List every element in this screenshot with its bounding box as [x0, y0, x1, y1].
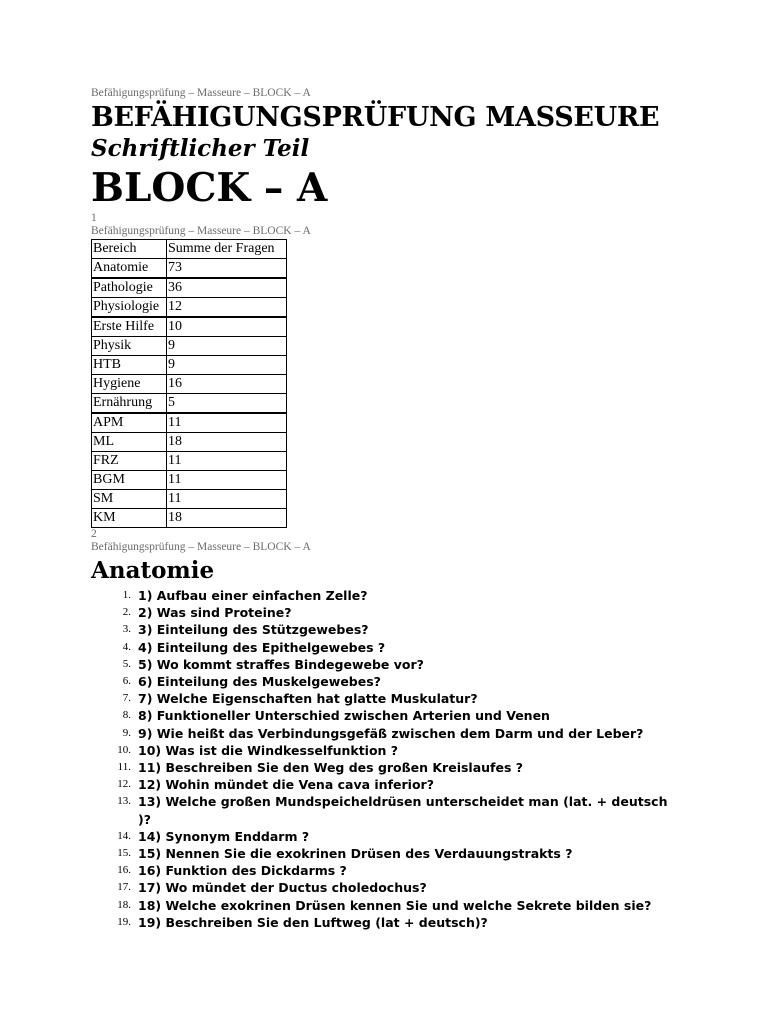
list-item	[91, 725, 691, 742]
question-text: 14) Synonym Enddarm ?	[138, 828, 310, 844]
list-item-number: 17.	[117, 881, 131, 894]
list-item-number: 2.	[122, 606, 131, 619]
table-cell-count: 11	[167, 490, 287, 509]
list-item-number: 13.	[117, 795, 131, 808]
list-item	[91, 862, 691, 879]
table-cell-count: 16	[167, 375, 287, 394]
table-cell-area: Anatomie	[92, 259, 167, 279]
list-item-number: 4.	[122, 640, 131, 653]
list-item	[91, 776, 691, 793]
table-cell-area: Ernährung	[92, 394, 167, 414]
table-cell-count: 9	[167, 337, 287, 356]
table-header-cell: Summe der Fragen	[167, 240, 287, 259]
list-item	[91, 690, 691, 707]
table-row	[92, 278, 287, 298]
question-text: 19) Beschreiben Sie den Luftweg (lat + deutsch)?	[138, 914, 488, 930]
table-row	[92, 490, 287, 509]
table-header-cell: Bereich	[92, 240, 167, 259]
table-row	[92, 433, 287, 452]
list-item-number: 3.	[122, 623, 131, 636]
table-cell-area: FRZ	[92, 452, 167, 471]
table-cell-count: 73	[167, 259, 287, 279]
question-text: 18) Welche exokrinen Drüsen kennen Sie und welche Sekrete bilden sie?	[138, 897, 652, 913]
table-cell-area: Pathologie	[92, 278, 167, 298]
list-item	[91, 639, 691, 656]
question-text: 5) Wo kommt straffes Bindegewebe vor?	[138, 656, 424, 672]
list-item-number: 11.	[117, 761, 131, 774]
list-item-number: 1.	[122, 589, 131, 601]
question-list	[91, 587, 691, 931]
list-item-number: 16.	[117, 864, 131, 877]
list-item-number: 14.	[117, 829, 131, 842]
question-text: 2) Was sind Proteine?	[138, 605, 292, 621]
table-cell-count: 9	[167, 356, 287, 375]
table-row	[92, 337, 287, 356]
table-cell-area: HTB	[92, 356, 167, 375]
table-cell-area: Erste Hilfe	[92, 317, 167, 337]
table-cell-area: KM	[92, 509, 167, 528]
table-row	[92, 356, 287, 375]
table-cell-count: 18	[167, 433, 287, 452]
list-item-number: 7.	[122, 692, 131, 705]
list-item	[91, 621, 691, 638]
list-item-number: 12.	[117, 778, 131, 791]
table-cell-area: SM	[92, 490, 167, 509]
list-item	[91, 793, 691, 827]
document-title: BEFÄHIGUNGSPRÜFUNG MASSEURE	[91, 102, 660, 133]
question-text: 6) Einteilung des Muskelgewebes?	[138, 674, 381, 690]
question-text: 16) Funktion des Dickdarms ?	[138, 863, 347, 879]
list-item-number: 9.	[122, 726, 131, 739]
running-header: Befähigungsprüfung – Masseure – BLOCK – A	[91, 225, 311, 237]
table-header-row	[92, 240, 287, 259]
running-header: Befähigungsprüfung – Masseure – BLOCK – A	[91, 541, 311, 553]
list-item-number: 8.	[122, 709, 131, 722]
block-heading: BLOCK – A	[91, 165, 328, 211]
table-cell-area: Physiologie	[92, 298, 167, 318]
table-row	[92, 259, 287, 279]
list-item-number: 5.	[122, 657, 131, 670]
table-cell-area: BGM	[92, 471, 167, 490]
table-row	[92, 471, 287, 490]
table-row	[92, 509, 287, 528]
document-subtitle: Schriftlicher Teil	[91, 135, 310, 162]
question-text: 7) Welche Eigenschaften hat glatte Muskulatur?	[138, 691, 478, 707]
list-item-number: 15.	[117, 847, 131, 860]
list-item	[91, 604, 691, 621]
table-cell-count: 10	[167, 317, 287, 337]
question-text: 3) Einteilung des Stützgewebes?	[138, 622, 369, 638]
table-cell-count: 5	[167, 394, 287, 414]
table-row	[92, 394, 287, 414]
list-item	[91, 742, 691, 759]
list-item-number: 18.	[117, 898, 131, 911]
list-item	[91, 897, 691, 914]
list-item	[91, 879, 691, 896]
table-cell-count: 36	[167, 278, 287, 298]
table-cell-area: ML	[92, 433, 167, 452]
question-text: 10) Was ist die Windkesselfunktion ?	[138, 742, 399, 758]
running-header: Befähigungsprüfung – Masseure – BLOCK – A	[91, 87, 311, 99]
table-cell-area: APM	[92, 413, 167, 433]
question-text: 15) Nennen Sie die exokrinen Drüsen des Verdauungstrakts ?	[138, 846, 573, 862]
table-cell-count: 18	[167, 509, 287, 528]
question-text: 11) Beschreiben Sie den Weg des großen Kreislaufes ?	[138, 760, 523, 776]
list-item-number: 10.	[117, 743, 131, 756]
table-cell-count: 12	[167, 298, 287, 318]
table-cell-count: 11	[167, 452, 287, 471]
list-item	[91, 845, 691, 862]
table-row	[92, 375, 287, 394]
list-item	[91, 914, 691, 931]
question-text: 17) Wo mündet der Ductus choledochus?	[138, 880, 427, 896]
question-text: 8) Funktioneller Unterschied zwischen Arterien und Venen	[138, 708, 550, 724]
table-row	[92, 298, 287, 318]
table-cell-area: Physik	[92, 337, 167, 356]
question-text: 9) Wie heißt das Verbindungsgefäß zwischen dem Darm und der Leber?	[138, 725, 644, 741]
question-text: 13) Welche großen Mundspeicheldrüsen unterscheidet man (lat. + deutsch )?	[138, 794, 668, 827]
list-item-number: 19.	[117, 915, 131, 928]
list-item	[91, 656, 691, 673]
list-item	[91, 759, 691, 776]
summary-table	[91, 239, 287, 528]
question-text: 4) Einteilung des Epithelgewebes ?	[138, 639, 386, 655]
table-row	[92, 452, 287, 471]
list-item-number: 6.	[122, 675, 131, 688]
table-cell-area: Hygiene	[92, 375, 167, 394]
list-item	[91, 587, 691, 604]
question-text: 1) Aufbau einer einfachen Zelle?	[138, 588, 368, 603]
list-item	[91, 828, 691, 845]
table-cell-count: 11	[167, 471, 287, 490]
question-text: 12) Wohin mündet die Vena cava inferior?	[138, 777, 434, 793]
table-row	[92, 317, 287, 337]
page-number: 1	[91, 212, 97, 224]
section-heading: Anatomie	[91, 557, 215, 584]
list-item	[91, 673, 691, 690]
page-number: 2	[91, 528, 97, 540]
table-row	[92, 413, 287, 433]
table-cell-count: 11	[167, 413, 287, 433]
list-item	[91, 707, 691, 724]
document-page	[91, 86, 691, 931]
